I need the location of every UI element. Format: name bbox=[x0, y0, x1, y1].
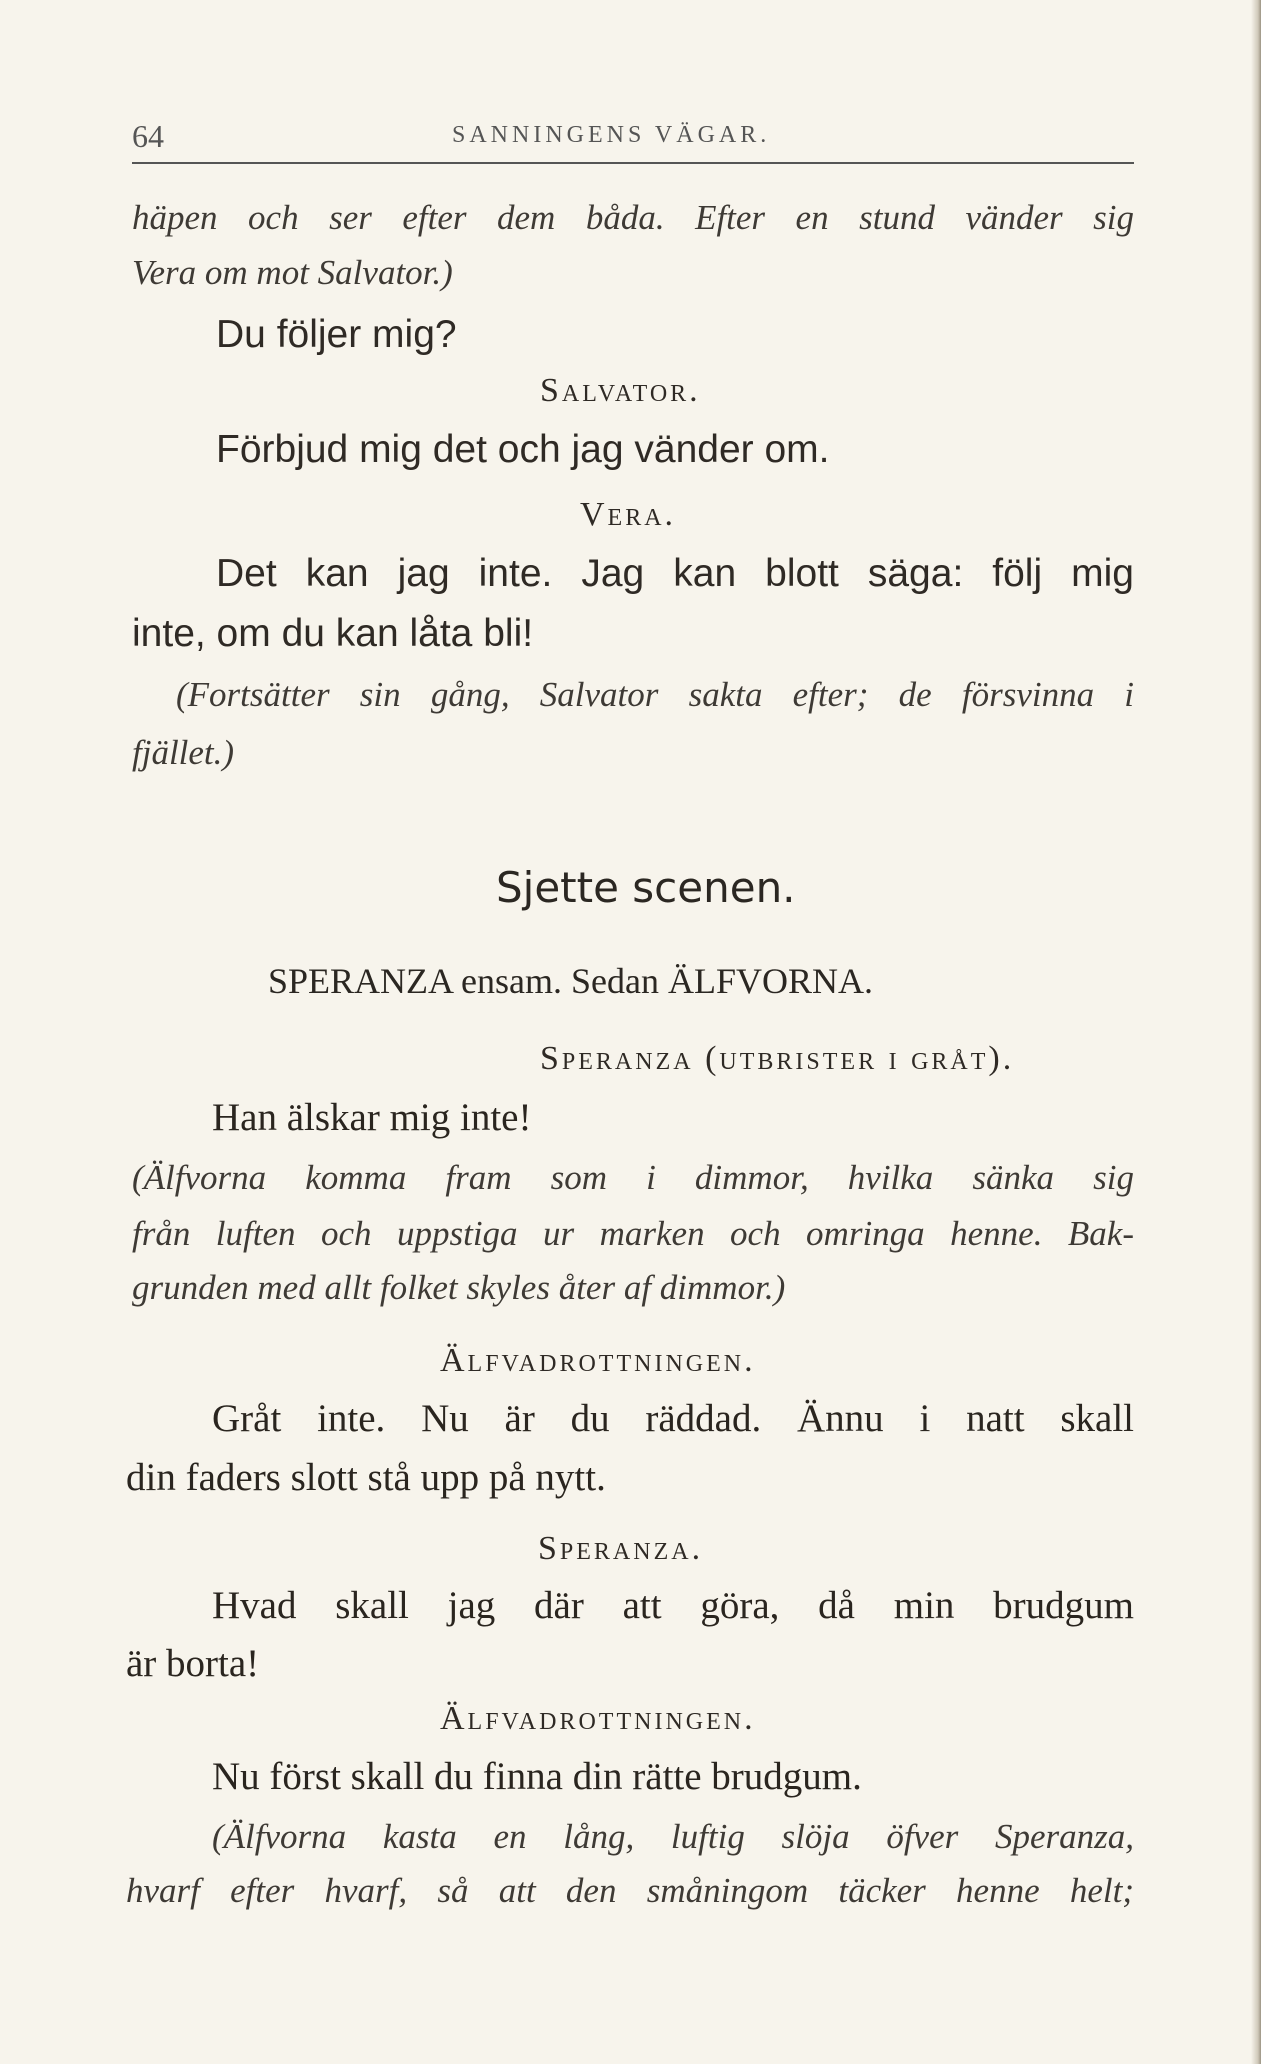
dialogue-line: Det kan jag inte. Jag kan blott säga: följ mig bbox=[216, 552, 1134, 595]
stage-direction-line: Vera om mot Salvator.) bbox=[132, 253, 453, 292]
dialogue-line: din faders slott stå upp på nytt. bbox=[126, 1456, 606, 1499]
running-head: SANNINGENS VÄGAR. bbox=[452, 122, 771, 148]
dialogue-line: inte, om du kan låta bli! bbox=[132, 612, 534, 655]
stage-direction-line: (Älfvorna komma fram som i dimmor, hvilka sänka sig bbox=[132, 1158, 1134, 1197]
stage-direction-line: hvarf efter hvarf, så att den småningom täcker henne helt; bbox=[126, 1871, 1134, 1910]
stage-direction-line: från luften och uppstiga ur marken och omringa henne. Bak- bbox=[132, 1214, 1134, 1253]
dialogue-line: Nu först skall du finna din rätte brudgum. bbox=[212, 1755, 862, 1798]
stage-direction-line: häpen och ser efter dem båda. Efter en stund vänder sig bbox=[132, 198, 1134, 237]
cast-line: SPERANZA ensam. Sedan ÄLFVORNA. bbox=[268, 961, 874, 1001]
speaker-name: Vera. bbox=[580, 496, 677, 533]
dialogue-line: Förbjud mig det och jag vänder om. bbox=[216, 428, 830, 471]
dialogue-line: Du följer mig? bbox=[216, 313, 457, 356]
scene-title: Sjette scenen. bbox=[496, 863, 796, 912]
header-rule bbox=[132, 162, 1134, 164]
dialogue-line: Han älskar mig inte! bbox=[212, 1096, 532, 1139]
dialogue-line: Hvad skall jag där att göra, då min brudgum bbox=[212, 1584, 1134, 1627]
page-number: 64 bbox=[132, 118, 164, 154]
dialogue-line: Gråt inte. Nu är du räddad. Ännu i natt skall bbox=[212, 1397, 1134, 1440]
speaker-name: Älfvadrottningen. bbox=[440, 1700, 756, 1737]
stage-direction-line: grunden med allt folket skyles åter af dimmor.) bbox=[132, 1268, 786, 1307]
stage-direction-line: fjället.) bbox=[132, 733, 235, 772]
speaker-name: Älfvadrottningen. bbox=[440, 1342, 756, 1379]
page-edge-shadow bbox=[1251, 0, 1261, 2064]
page-header bbox=[132, 112, 1134, 160]
speaker-name: Salvator. bbox=[540, 372, 701, 409]
speaker-name: Speranza. bbox=[538, 1530, 704, 1567]
dialogue-line: är borta! bbox=[126, 1642, 260, 1685]
stage-direction-line: (Fortsätter sin gång, Salvator sakta efter; de försvinna i bbox=[176, 675, 1134, 714]
stage-direction-line: (Älfvorna kasta en lång, luftig slöja öfver Speranza, bbox=[212, 1817, 1134, 1856]
speaker-name: Speranza (utbrister i gråt). bbox=[540, 1040, 1015, 1077]
